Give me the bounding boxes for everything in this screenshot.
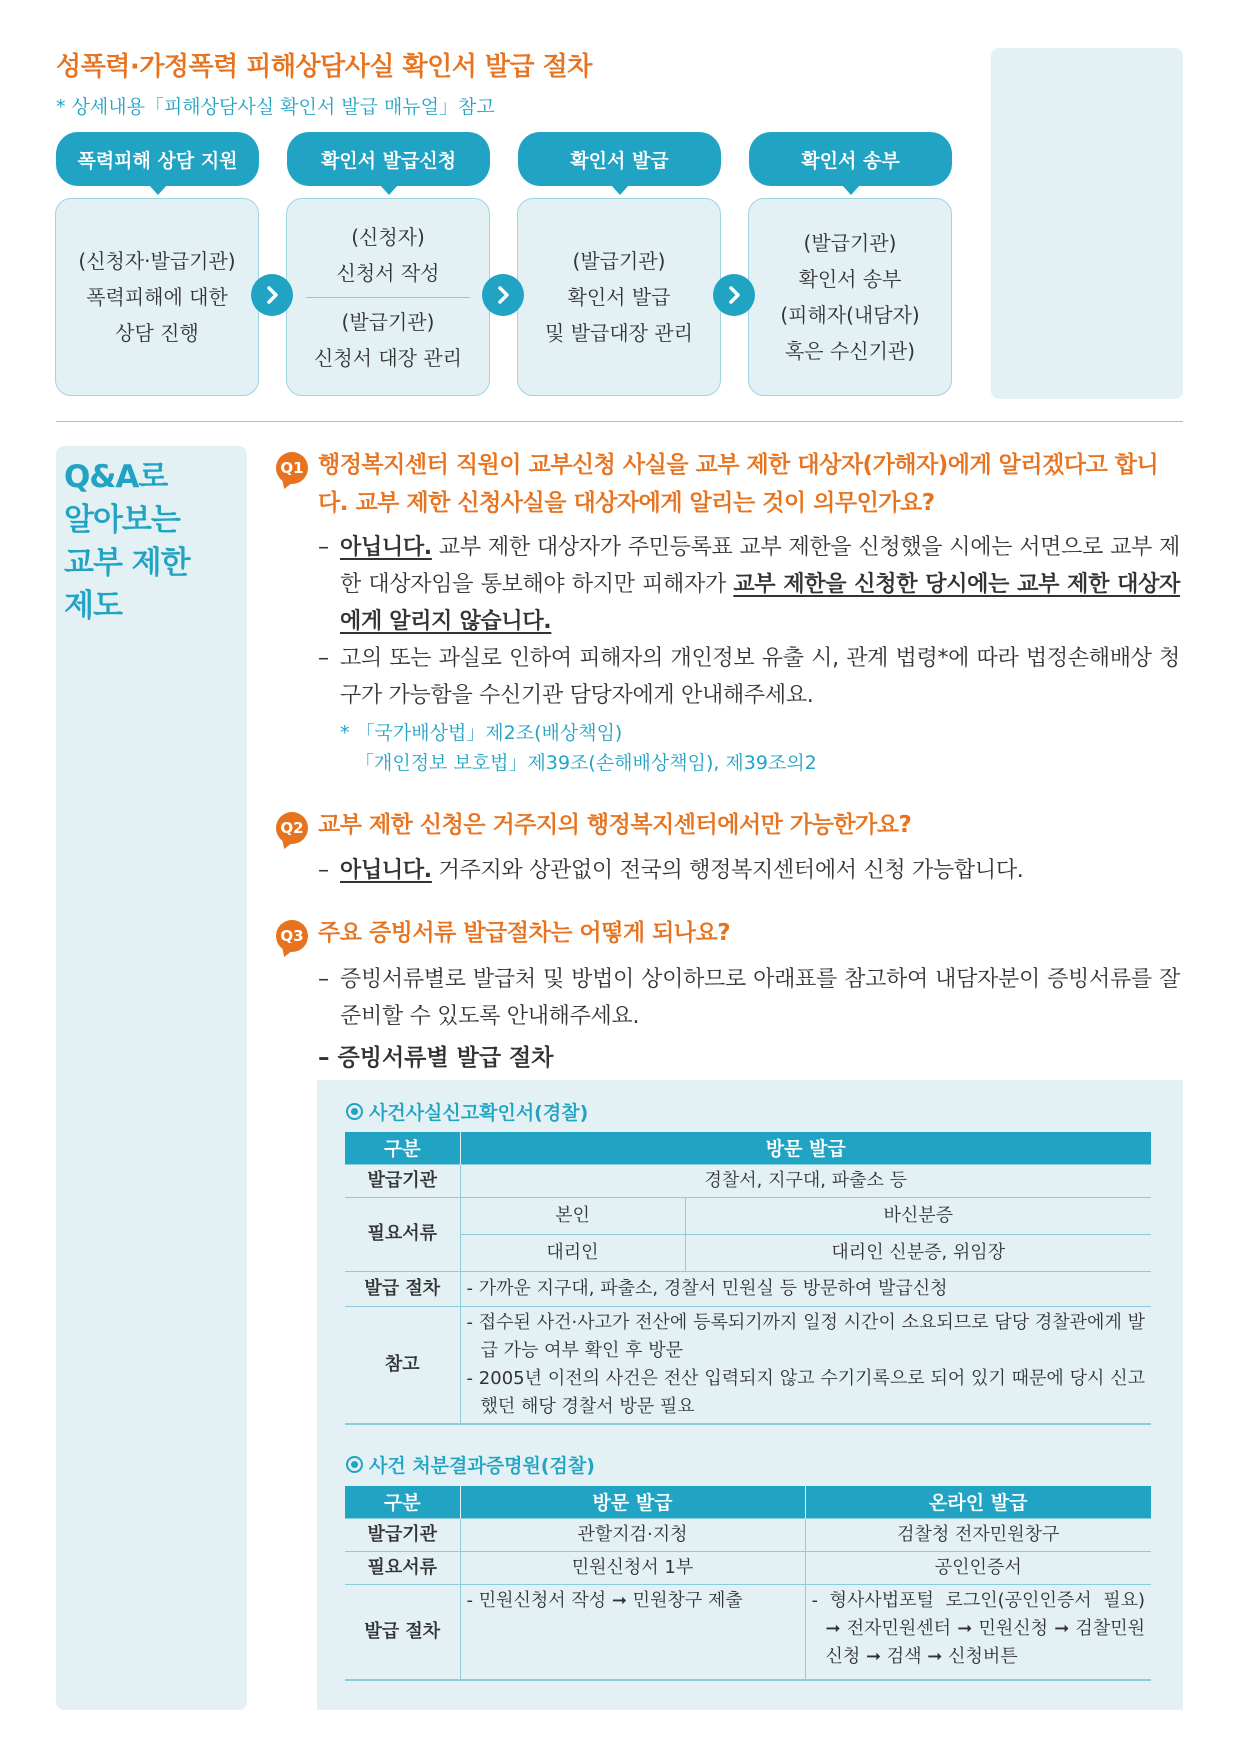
step-2-line: 신청서 대장 관리 <box>314 345 462 370</box>
sidebar-title <box>64 456 190 628</box>
step-4-line: 혹은 수신기관) <box>784 339 916 363</box>
answer-text: 교부 제한 대상자가 주민등록표 교부 제한을 신청했을 시에는 서면으로 교부 제한 대상자임을 통보해야 하지만 피해자가 <box>340 535 1180 597</box>
q3-answer <box>318 961 1180 1035</box>
row-label: 필요서류 <box>345 1197 460 1271</box>
step-3-line: 및 발급대장 관리 <box>545 321 693 345</box>
step-1-line: 상담 진행 <box>115 321 199 345</box>
table-cell <box>460 1306 1151 1424</box>
dash: – <box>318 858 329 883</box>
dash: – <box>318 535 329 560</box>
decorative-corner-box <box>991 48 1183 399</box>
step-2-box <box>286 198 490 396</box>
step-3-tab: 확인서 발급 <box>518 132 721 186</box>
row-label: 발급 절차 <box>345 1584 460 1680</box>
note-item: - 2005년 이전의 사건은 전산 입력되지 않고 수기기록으로 되어 있기 때문에 당시 신고했던 해당 경찰서 방문 필요 <box>466 1367 1145 1417</box>
dash: – <box>318 646 329 671</box>
table-header: 구분 <box>345 1486 460 1518</box>
table-2-title <box>346 1451 595 1478</box>
step-4-line: (발급기관) <box>803 231 897 255</box>
step-4-line: 확인서 송부 <box>798 267 902 291</box>
step-3-line: (발급기관) <box>572 249 666 273</box>
step-3-box <box>517 198 721 396</box>
answer-strong: 교부 제한을 신청한 당시에는 교부 제한 대상자에게 알리지 않습니다. <box>340 572 1181 634</box>
table-cell: 공인인증서 <box>805 1551 1151 1584</box>
table-header: 방문 발급 <box>460 1132 1151 1164</box>
q2-question: 교부 제한 신청은 거주지의 행정복지센터에서만 가능한가요? <box>318 812 912 838</box>
table-header: 방문 발급 <box>460 1486 805 1518</box>
step-2-line: (발급기관) <box>341 309 435 334</box>
table-cell: 경찰서, 지구대, 파출소 등 <box>460 1164 1151 1197</box>
page-title: 성폭력·가정폭력 피해상담사실 확인서 발급 절차 <box>56 52 592 82</box>
q1-question: 행정복지센터 직원이 교부신청 사실을 교부 제한 대상자(가해자)에게 알리겠다고 합니다. 교부 제한 신청사실을 대상자에게 알리는 것이 의무인가요? <box>318 452 1159 516</box>
q2-answer <box>318 852 1180 889</box>
step-4-tab: 확인서 송부 <box>749 132 952 186</box>
answer-text: 증빙서류별로 발급처 및 방법이 상이하므로 아래표를 참고하여 내담자분이 증빙서류를 잘 준비할 수 있도록 안내해주세요. <box>340 967 1180 1029</box>
step-4-line: (피해자(내담자) <box>780 303 920 327</box>
table-cell: - 민원신청서 작성 ➞ 민원창구 제출 <box>460 1584 805 1680</box>
chevron-right-icon <box>713 274 755 316</box>
row-label: 참고 <box>345 1306 460 1424</box>
q1-answer-1 <box>318 529 1180 640</box>
table-cell: - 가까운 지구대, 파출소, 경찰서 민원실 등 방문하여 발급신청 <box>460 1271 1151 1306</box>
step-2-tab: 확인서 발급신청 <box>287 132 490 186</box>
procedure-item: - 형사사법포털 로그인(공인인증서 필요) ➞ 전자민원센터 ➞ 민원신청 ➞ 검찰민원신청 ➞ 검색 ➞ 신청버튼 <box>811 1589 1145 1667</box>
chevron-right-icon <box>251 274 293 316</box>
step-1-box <box>55 198 259 396</box>
table-cell: 본인 <box>460 1197 685 1234</box>
table-2-title-text: 사건 처분결과증명원(검찰) <box>369 1455 595 1477</box>
q1-footnote-2: 「개인정보 보호법」제39조(손해배상책임), 제39조의2 <box>355 752 817 774</box>
dash: – <box>318 967 329 992</box>
answer-strong: 아닙니다. <box>340 535 432 560</box>
table-cell: 바신분증 <box>685 1197 1151 1234</box>
note-item: - 접수된 사건·사고가 전산에 등록되기까지 일정 시간이 소요되므로 담당 경찰관에게 발급 가능 여부 확인 후 방문 <box>466 1311 1145 1361</box>
sidebar-title-line: 제도 <box>64 588 122 624</box>
table-1-title-text: 사건사실신고확인서(경찰) <box>369 1102 589 1124</box>
page-subtitle: * 상세내용「피해상담사실 확인서 발급 매뉴얼」참고 <box>56 96 495 118</box>
table-header: 구분 <box>345 1132 460 1164</box>
q1-badge-icon: Q1 <box>276 452 308 484</box>
step-3-line: 확인서 발급 <box>567 285 671 309</box>
step-4-box <box>748 198 952 396</box>
table-cell: 대리인 신분증, 위임장 <box>685 1234 1151 1271</box>
step-1-line: (신청자·발급기관) <box>78 249 236 273</box>
sidebar-title-line: Q&A로 <box>64 459 168 495</box>
table-2 <box>345 1486 1151 1681</box>
table-header: 온라인 발급 <box>805 1486 1151 1518</box>
doc-procedure-subhead: – 증빙서류별 발급 절차 <box>318 1045 554 1071</box>
step-2-line: (신청자) <box>351 224 425 249</box>
table-1 <box>345 1132 1151 1425</box>
section-divider <box>56 421 1183 422</box>
answer-strong: 아닙니다. <box>340 858 432 883</box>
table-cell: 대리인 <box>460 1234 685 1271</box>
table-cell <box>805 1584 1151 1680</box>
q3-question: 주요 증빙서류 발급절차는 어떻게 되나요? <box>318 920 731 946</box>
table-cell: 검찰청 전자민원창구 <box>805 1518 1151 1551</box>
step-1-line: 폭력피해에 대한 <box>86 285 228 309</box>
answer-text: 고의 또는 과실로 인하여 피해자의 개인정보 유출 시, 관계 법령*에 따라 법정손해배상 청구가 가능함을 수신기관 담당자에게 안내해주세요. <box>340 646 1180 708</box>
sidebar-title-line: 교부 제한 <box>64 545 190 581</box>
row-label: 필요서류 <box>345 1551 460 1584</box>
row-label: 발급기관 <box>345 1518 460 1551</box>
q2-badge-icon: Q2 <box>276 812 308 844</box>
sidebar-title-line: 알아보는 <box>64 502 180 538</box>
table-cell: 관할지검·지청 <box>460 1518 805 1551</box>
q3-badge-icon: Q3 <box>276 920 308 952</box>
row-label: 발급 절차 <box>345 1271 460 1306</box>
step-1-tab: 폭력피해 상담 지원 <box>56 132 259 186</box>
table-1-title <box>346 1098 588 1125</box>
step-2-divider <box>306 297 470 298</box>
table-cell: 민원신청서 1부 <box>460 1551 805 1584</box>
q1-answer-2 <box>318 640 1180 714</box>
bullet-circle-icon <box>346 1456 363 1473</box>
bullet-circle-icon <box>346 1103 363 1120</box>
chevron-right-icon <box>482 274 524 316</box>
sidebar-panel <box>56 446 247 1710</box>
q1-footnote-1: * 「국가배상법」제2조(배상책임) <box>340 722 623 744</box>
answer-text: 거주지와 상관없이 전국의 행정복지센터에서 신청 가능합니다. <box>431 858 1024 883</box>
row-label: 발급기관 <box>345 1164 460 1197</box>
step-2-line: 신청서 작성 <box>336 260 440 285</box>
